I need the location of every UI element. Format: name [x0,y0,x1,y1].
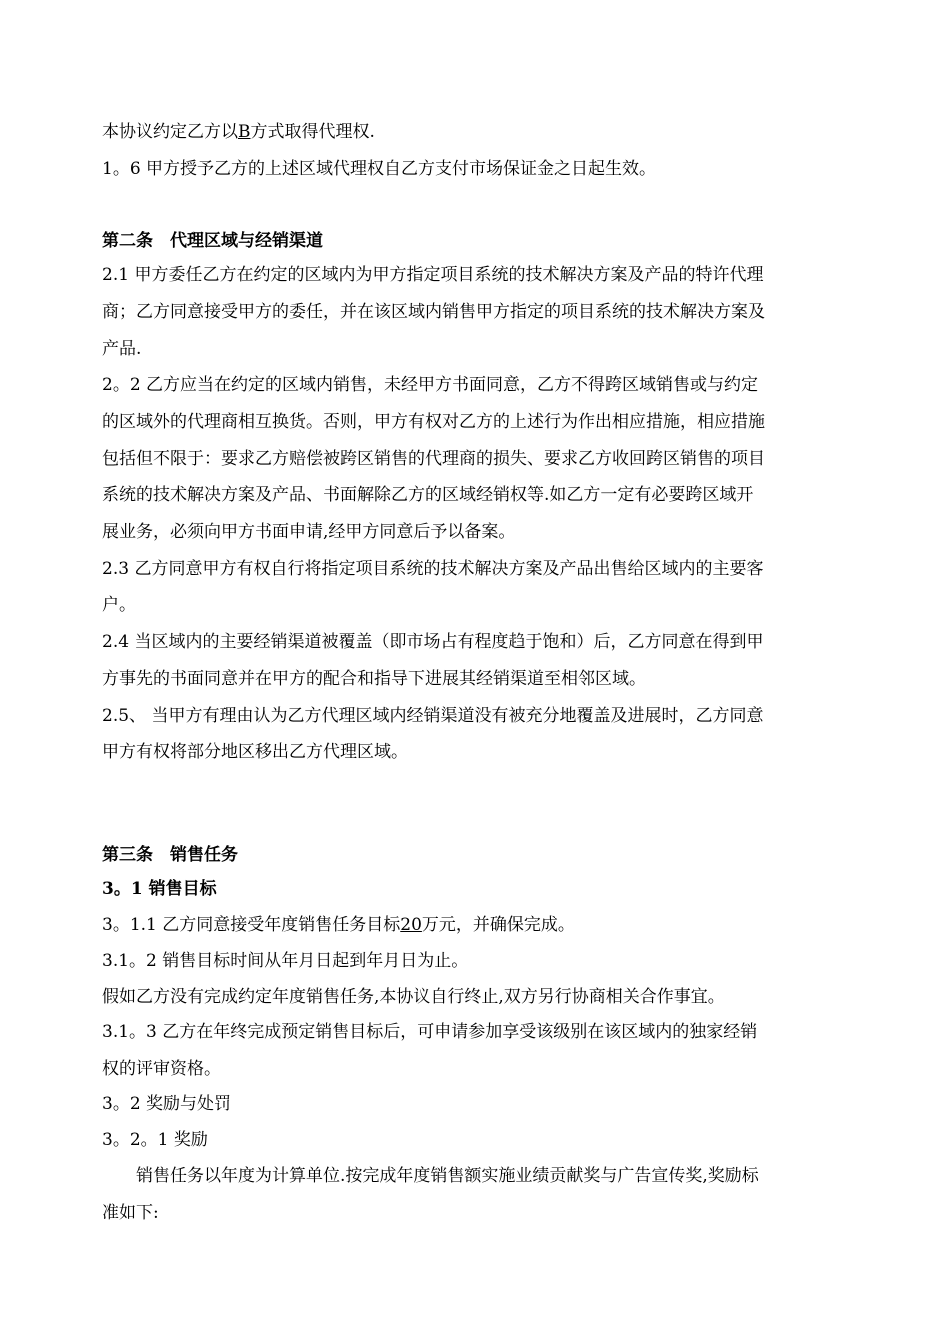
reward-paragraph-line: 准如下: [102,1203,159,1223]
clause-3-1-title: 3。1 销售目标 [102,879,217,899]
clause-2-1-line: 商；乙方同意接受甲方的委任，并在该区域内销售甲方指定的项目系统的技术解决方案及 [102,302,765,322]
clause-1-5: 本协议约定乙方以B方式取得代理权. [102,122,375,142]
clause-2-4-line: 2.4 当区域内的主要经销渠道被覆盖（即市场占有程度趋于饱和）后，乙方同意在得到甲 [102,632,764,652]
clause-3-1-1: 3。1.1 乙方同意接受年度销售任务目标20万元，并确保完成。 [102,915,575,935]
clause-2-1-line: 2.1 甲方委任乙方在约定的区域内为甲方指定项目系统的技术解决方案及产品的特许代理 [102,265,764,285]
clause-2-2-line: 系统的技术解决方案及产品、书面解除乙方的区域经销权等.如乙方一定有必要跨区域开 [102,485,754,505]
agency-method-value: B [238,122,251,142]
clause-2-2-line: 的区域外的代理商相互换货。否则，甲方有权对乙方的上述行为作出相应措施，相应措施 [102,412,765,432]
section-2-title: 第二条 代理区域与经销渠道 [102,231,323,251]
clause-2-5-line: 甲方有权将部分地区移出乙方代理区域。 [102,742,408,762]
clause-3-2: 3。2 奖励与处罚 [102,1094,232,1114]
clause-2-2-line: 展业务，必须向甲方书面申请,经甲方同意后予以备案。 [102,522,516,542]
clause-2-3-line: 户。 [102,595,136,615]
clause-3-2-1: 3。2。1 奖励 [102,1130,208,1150]
clause-2-5-line: 2.5、 当甲方有理由认为乙方代理区域内经销渠道没有被充分地覆盖及进展时，乙方同意 [102,706,764,726]
clause-2-4-line: 方事先的书面同意并在甲方的配合和指导下进展其经销渠道至相邻区域。 [102,669,646,689]
clause-termination: 假如乙方没有完成约定年度销售任务,本协议自行终止,双方另行协商相关合作事宜。 [102,987,725,1007]
clause-1-6: 1。6 甲方授予乙方的上述区域代理权自乙方支付市场保证金之日起生效。 [102,159,657,179]
clause-3-1-2: 3.1。2 销售目标时间从年月日起到年月日为止。 [102,951,469,971]
section-3-title: 第三条 销售任务 [102,845,238,865]
reward-paragraph-line: 销售任务以年度为计算单位.按完成年度销售额实施业绩贡献奖与广告宣传奖,奖励标 [102,1166,759,1186]
clause-2-3-line: 2.3 乙方同意甲方有权自行将指定项目系统的技术解决方案及产品出售给区域内的主要客 [102,559,764,579]
clause-2-1-line: 产品. [102,339,142,359]
sales-target-value: 20 [400,915,422,935]
clause-3-1-3-line: 3.1。3 乙方在年终完成预定销售目标后，可申请参加享受该级别在该区域内的独家经销 [102,1022,758,1042]
clause-2-2-line: 2。2 乙方应当在约定的区域内销售，未经甲方书面同意，乙方不得跨区域销售或与约定 [102,375,759,395]
clause-2-2-line: 包括但不限于：要求乙方赔偿被跨区销售的代理商的损失、要求乙方收回跨区销售的项目 [102,449,765,469]
clause-3-1-3-line: 权的评审资格。 [102,1059,221,1079]
